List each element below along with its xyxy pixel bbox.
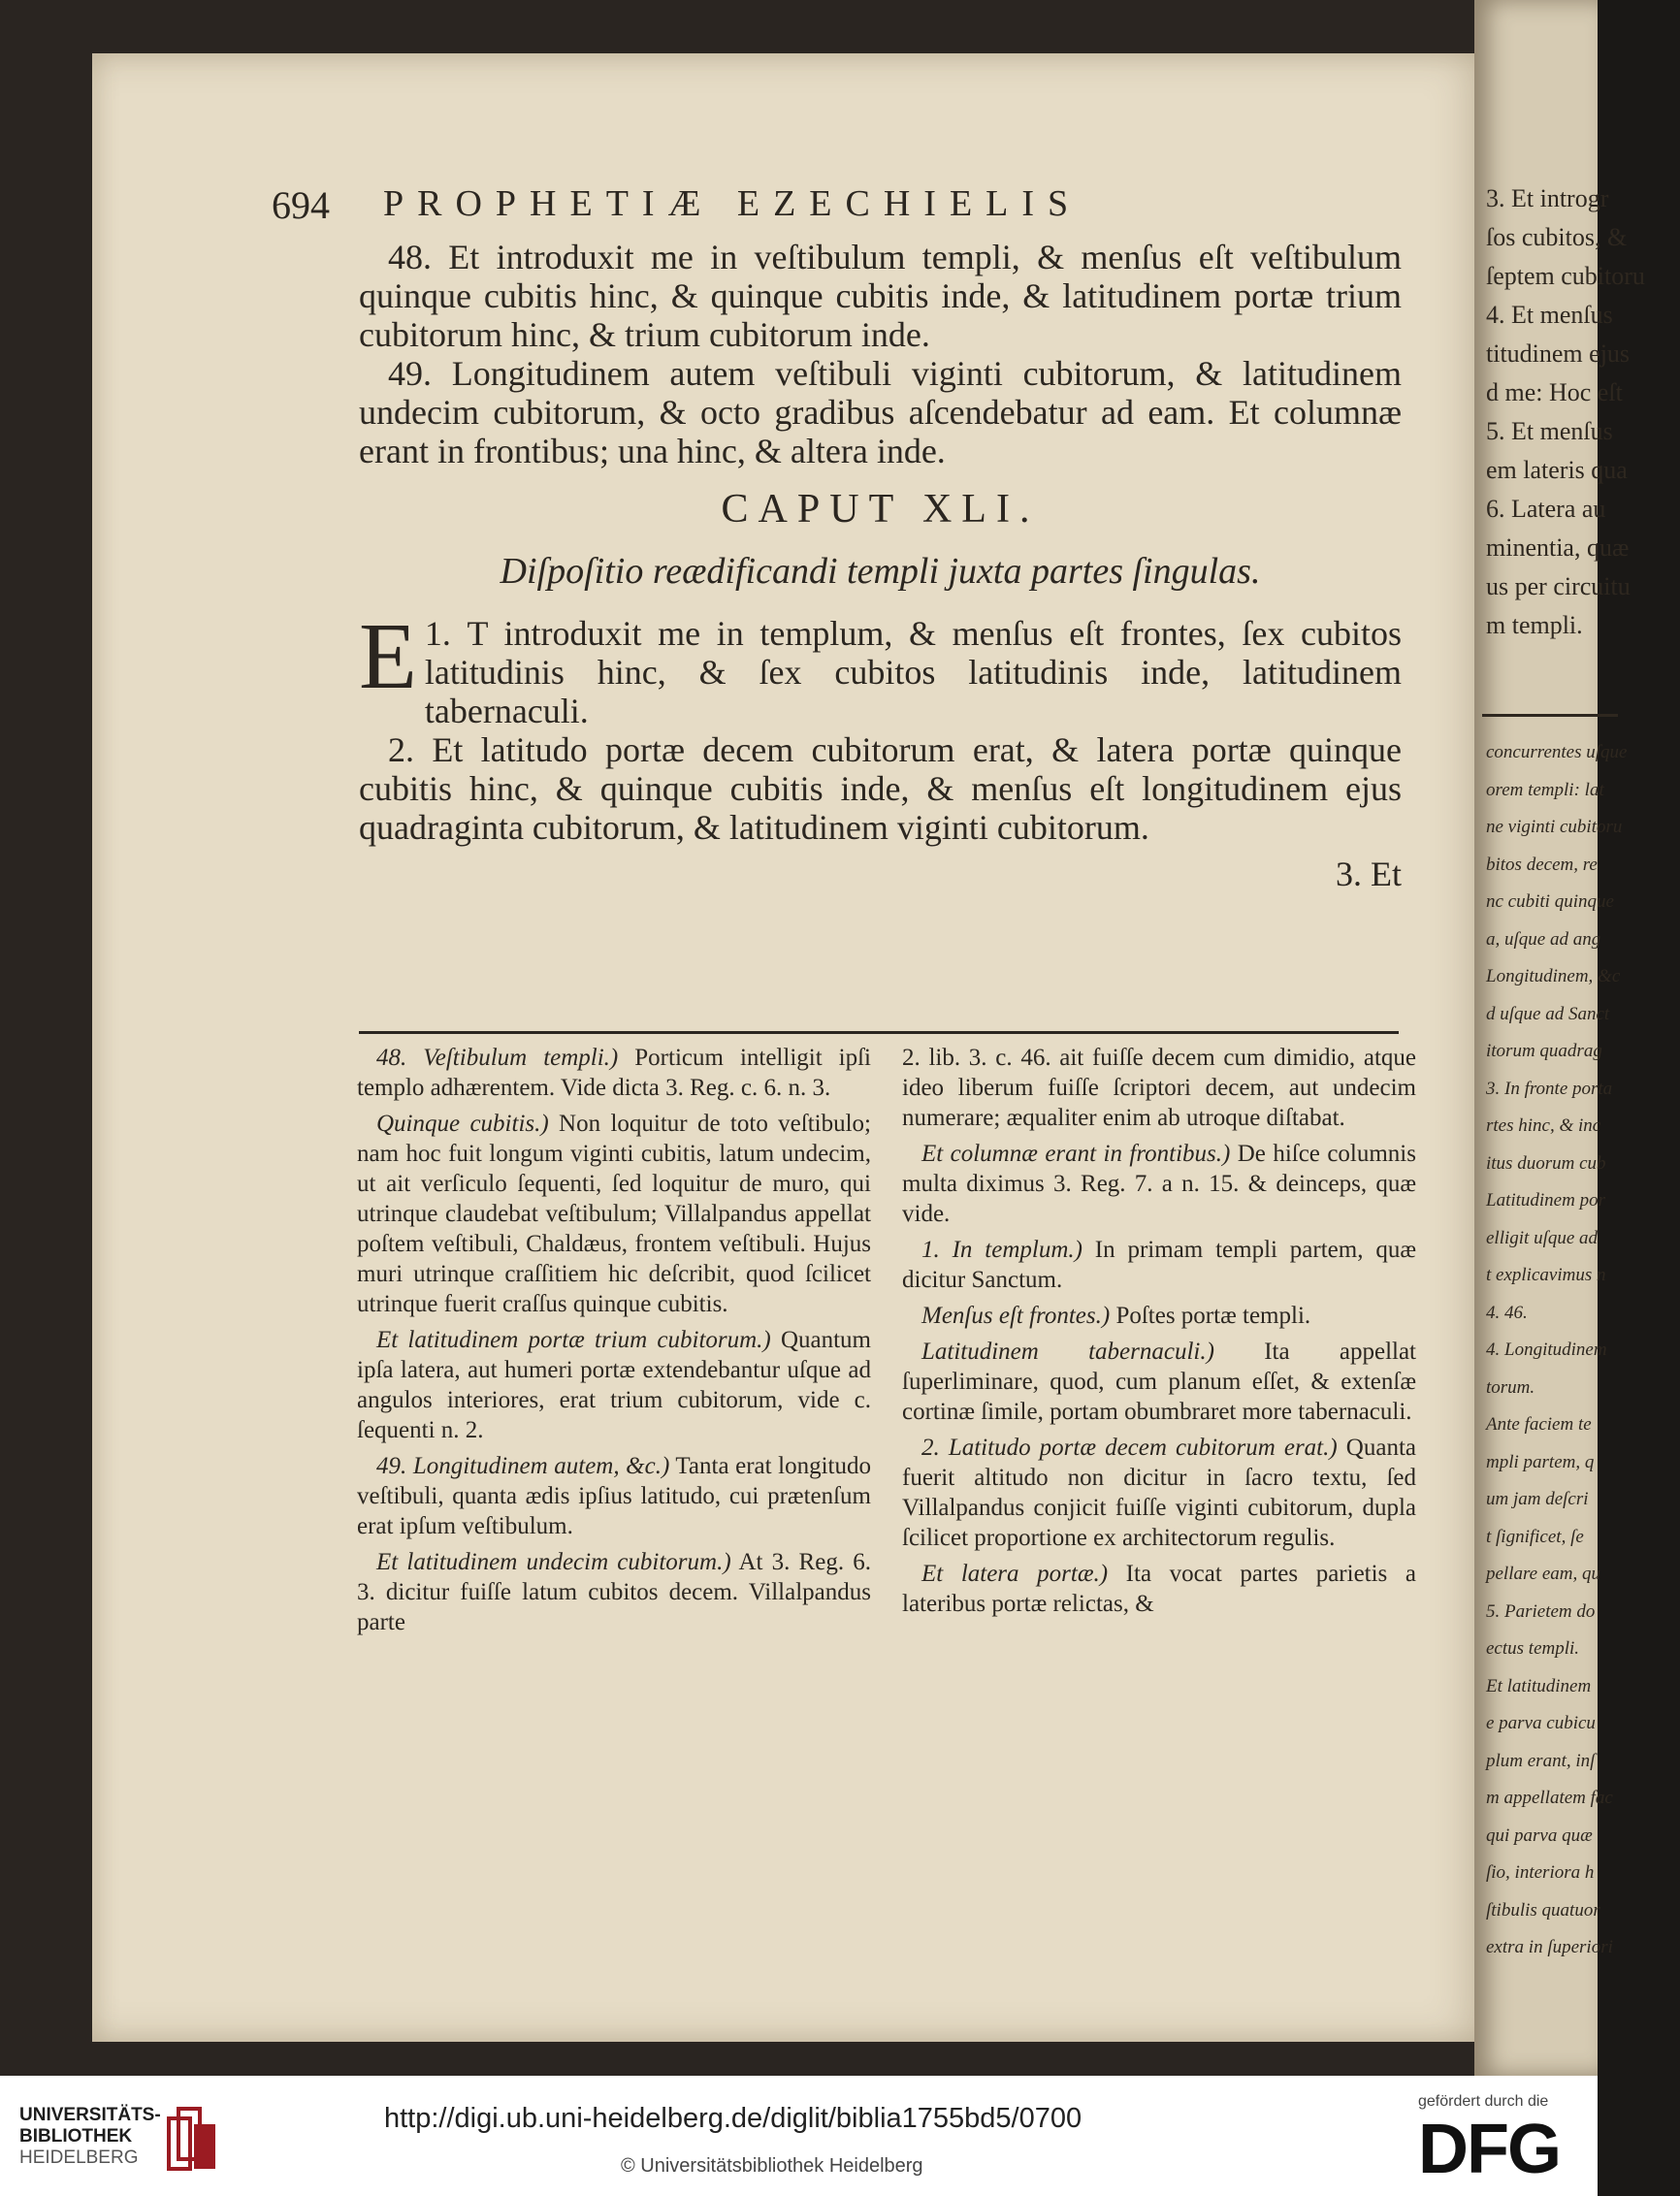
note-text: Porticum intelligit ipſi templo adhærentem. Vide dicta 3. Reg. c. 6. n. 3. [357,1045,872,1101]
notes-left-column [357,1043,871,1643]
note-left-2 [357,1109,871,1319]
note-right-6 [902,1433,1416,1553]
adjacent-page-rule [1482,714,1618,717]
note-left-4 [357,1451,871,1541]
library-name [19,2105,161,2169]
note-text: 2. lib. 3. c. 46. ait fuiſſe decem cum dimidio, atque ideo liberum fuiſſe ſcriptori decem, aut undecim numerare; æqualiter enim ab utroque diſtabat. [902,1045,1416,1131]
adjacent-page-note-fragment: 4. 46. [1486,1302,1528,1323]
adjacent-page-note-fragment: itorum quadrag [1486,1041,1602,1061]
page-number: 694 [272,183,330,227]
library-name-line: UNIVERSITÄTS- [19,2105,161,2125]
verse-49: 49. Longitudinem autem veſtibuli viginti cubitorum, & latitudinem undecim cubitorum, & octo gradibus aſcendebatur ad eam. Et columnæ erant in frontibus; una hinc, & altera inde. [359,354,1402,470]
adjacent-page-text-fragment: ſos cubitos, & [1486,223,1628,251]
adjacent-page-note-fragment: 4. Longitudinem [1486,1340,1607,1360]
funding-note: gefördert durch die [1418,2093,1549,2110]
library-name-line: HEIDELBERG [19,2148,139,2168]
dfg-logo: DFG [1418,2111,1560,2188]
page-header [272,182,1397,231]
adjacent-page-text-fragment: ſeptem cubitoru [1486,262,1645,290]
permalink-url[interactable]: http://digi.ub.uni-heidelberg.de/diglit/biblia1755bd5/0700 [384,2103,1082,2134]
note-text: Non loquitur de toto veſtibulo; nam hoc fuit longum viginti cubitis, latum undecim, ut ait verſiculo ſequenti, ſed loquitur de muro, qui utrinque claudebat veſtibulum; Villalpandus appellat poſtem veſtibuli, Chaldæus, frontem veſtibuli. Hujus muri utrinque craſſitiem hic deſcribit, quod ſcilicet utrinque fuerit craſſus quinque cubitis. [357,1111,872,1317]
adjacent-page-note-fragment: orem templi: lat [1486,779,1604,800]
adjacent-page-note-fragment: plum erant, inſ [1486,1750,1596,1771]
note-text: Tanta erat longitudo veſtibuli, quanta ædis ipſius latitudo, cui prætenſum erat ipſum veſtibulum. [357,1453,871,1539]
note-text: At 3. Reg. 6. 3. dicitur fuiſſe latum cubitos decem. Villalpandus parte [357,1549,871,1635]
note-lemma: Latitudinem tabernaculi.) [921,1339,1214,1365]
adjacent-page-note-fragment: concurrentes uſque [1486,742,1628,762]
adjacent-page-note-fragment: bitos decem, re [1486,854,1598,875]
note-lemma: 2. Latitudo portæ decem cubitorum erat.) [921,1435,1338,1461]
adjacent-page-text-fragment: d me: Hoc eſt [1486,378,1623,406]
note-text: Quantum ipſa latera, aut humeri portæ extendebantur uſque ad angulos interiores, erat trium cubitorum, vide c. ſequenti n. 2. [357,1327,872,1443]
note-lemma: Et latitudinem undecim cubitorum.) [376,1549,731,1575]
note-right-2 [902,1139,1416,1229]
note-left-1 [357,1043,871,1103]
note-lemma: Quinque cubitis.) [376,1111,549,1137]
note-text: In primam templi partem, quæ dicitur Sanctum. [902,1237,1416,1293]
copyright-notice: © Universitätsbibliothek Heidelberg [621,2155,923,2177]
adjacent-page-note-fragment: t explicavimus n [1486,1265,1606,1285]
note-lemma: Et latitudinem portæ trium cubitorum.) [376,1327,771,1353]
adjacent-page-note-fragment: Et latitudinem [1486,1675,1592,1696]
note-right-7 [902,1559,1416,1619]
note-right-3 [902,1235,1416,1295]
adjacent-page-note-fragment: ſio, interiora h [1486,1862,1595,1883]
adjacent-page-text-fragment: 3. Et introgr [1486,184,1609,212]
adjacent-page-note-fragment: ne viginti cubitoru [1486,817,1623,837]
verse-2: 2. Et latitudo portæ decem cubitorum erat, & latera portæ quinque cubitis hinc, & quinque cubitis inde, & menſus eſt longitudinem ejus quadraginta cubitorum, & latitudinem viginti cubitorum. [359,730,1402,847]
note-text: Quanta fuerit altitudo non dicitur in ſacro textu, ſed Villalpandus conjicit fuiſſe viginti cubitorum, dupla ſcilicet proportione ex architectorum regulis. [902,1435,1416,1551]
adjacent-page-text-fragment: 6. Latera au [1486,495,1606,523]
adjacent-page-note-fragment: qui parva quæ [1486,1825,1593,1846]
adjacent-page-text-fragment: em lateris qua [1486,456,1628,484]
adjacent-page-text-fragment: 4. Et menſus [1486,301,1613,329]
adjacent-page-note-fragment: e parva cubicu [1486,1713,1596,1733]
note-left-3 [357,1325,871,1445]
catchword: 3. Et [1336,855,1402,893]
note-left-5 [357,1547,871,1637]
verse-1-text: T introduxit me in templum, & menſus eſt frontes, ſex cubitos latitudinis hinc, & ſex cubitos latitudinis inde, latitudinem tabernaculi. [424,614,1403,730]
note-lemma: Et columnæ erant in frontibus.) [921,1141,1231,1167]
note-lemma: 48. Veſtibulum templi.) [376,1045,619,1071]
adjacent-page-note-fragment: ſtibulis quatuor [1486,1899,1600,1921]
note-lemma: Menſus eſt frontes.) [921,1303,1111,1329]
note-text: Poſtes portæ templi. [1110,1303,1311,1329]
drop-cap: E [359,604,417,709]
verse-48: 48. Et introduxit me in veſtibulum templi, & menſus eſt veſtibulum quinque cubitis hinc, & quinque cubitis inde, & latitudinem portæ trium cubitorum hinc, & trium cubitorum inde. [359,238,1402,354]
adjacent-page-note-fragment: rtes hinc, & inc [1486,1115,1601,1136]
note-lemma: Et latera portæ.) [921,1561,1109,1587]
note-right-4 [902,1301,1416,1331]
verse-1 [359,604,1403,730]
verse-1-number: 1. [424,614,451,653]
running-title: PROPHETIÆ EZECHIELIS [383,183,1082,224]
adjacent-page-note-fragment: pellare eam, qu [1486,1564,1601,1584]
adjacent-page-text-fragment: 5. Et menſus [1486,417,1613,445]
adjacent-page-note-fragment: ectus templi. [1486,1638,1580,1659]
adjacent-page-note-fragment: extra in ſuperiori [1486,1937,1613,1957]
adjacent-page-note-fragment: 3. In fronte porta [1486,1078,1613,1099]
adjacent-page-note-fragment: Longitudinem, &c [1486,966,1621,986]
library-logo-icon [165,2105,219,2173]
adjacent-page-text-fragment: m templi. [1486,611,1583,639]
adjacent-page-note-fragment: um jam deſcri [1486,1489,1589,1509]
adjacent-page-note-fragment: a, uſque ad ang [1486,928,1601,950]
adjacent-page-text-fragment: titudinem ejus [1486,339,1631,368]
library-name-line: BIBLIOTHEK [19,2126,133,2147]
adjacent-page-text-fragment: us per circuitu [1486,572,1631,600]
adjacent-page-note-fragment: m appellatem fac [1486,1788,1613,1808]
note-text: Ita appellat ſuperliminare, quod, cum planum eſſet, & extenſæ cortinæ ſimile, portam obumbraret more tabernaculi. [902,1339,1416,1425]
footnote-rule [359,1031,1399,1034]
adjacent-page-note-fragment: nc cubiti quinque [1486,891,1614,912]
note-right-1 [902,1043,1416,1133]
chapter-title: CAPUT XLI. [721,487,1040,532]
adjacent-page-note-fragment: Ante faciem te [1486,1414,1592,1435]
adjacent-page-note-fragment: mpli partem, q [1486,1451,1595,1472]
notes-right-column [902,1043,1416,1625]
adjacent-page-edge [1474,0,1645,2076]
adjacent-page-note-fragment: elligit uſque ad [1486,1227,1599,1248]
adjacent-page-note-fragment: itus duorum cub [1486,1152,1606,1174]
note-lemma: 1. In templum.) [921,1237,1082,1263]
viewer-footer [0,2076,1598,2196]
adjacent-page-note-fragment: 5. Parietem do [1486,1600,1596,1622]
chapter-subtitle: Diſpoſitio reædificandi templi juxta partes ſingulas. [500,551,1261,592]
main-text [359,238,1402,893]
adjacent-page-text-fragment: minentia, quæ [1486,533,1630,562]
adjacent-page-note-fragment: t ſignificet, ſe [1486,1526,1584,1547]
adjacent-page-note-fragment: Latitudinem por [1486,1190,1605,1211]
adjacent-page-note-fragment: d uſque ad Sanct [1486,1003,1610,1024]
note-text: De hiſce columnis multa diximus 3. Reg. 7. a n. 15. & deinceps, quæ vide. [902,1141,1416,1227]
adjacent-page-note-fragment: torum. [1486,1376,1535,1398]
note-lemma: 49. Longitudinem autem, &c.) [376,1453,670,1479]
note-text: Ita vocat partes parietis a lateribus portæ relictas, & [902,1561,1416,1617]
note-right-5 [902,1337,1416,1427]
